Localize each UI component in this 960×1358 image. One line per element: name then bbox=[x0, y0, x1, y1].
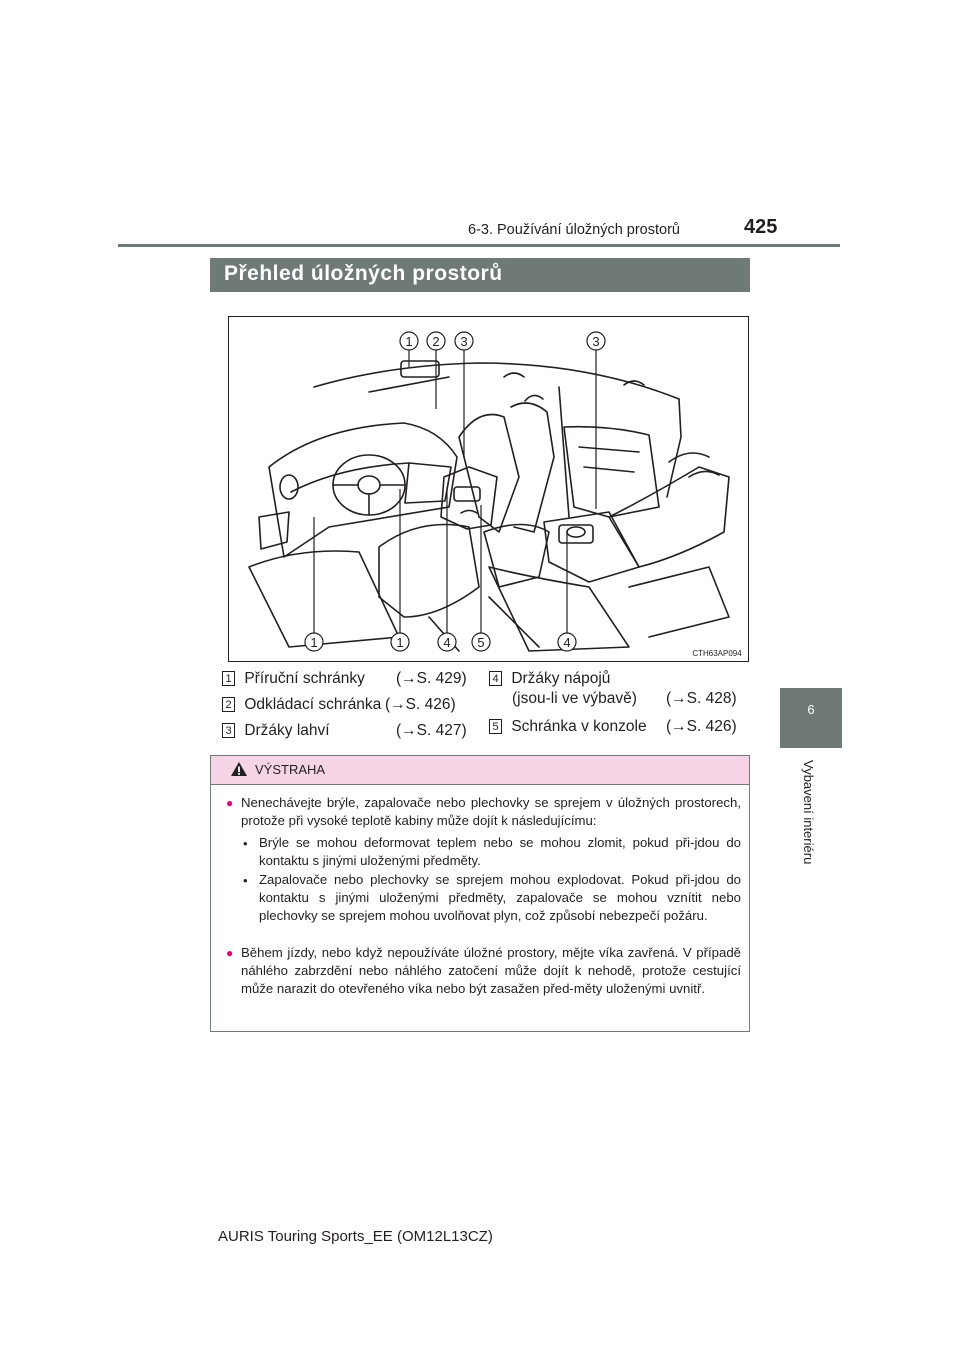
figure-code: CTH63AP094 bbox=[692, 649, 742, 658]
warning-subitem-1: Brýle se mohou deformovat teplem nebo se mohou zlomit, pokud při-jdou do kontaktu s jinými uloženými předměty. bbox=[259, 835, 741, 868]
page-number: 425 bbox=[744, 216, 778, 238]
warning-title: VÝSTRAHA bbox=[255, 762, 326, 777]
bullet-icon: ● bbox=[226, 946, 234, 960]
callout-4-front-label: 4 bbox=[443, 635, 451, 650]
warning-paragraph-1: Nenechávejte brýle, zapalovače nebo plechovky se sprejem v úložných prostorech, protože při vysoké teplotě kabiny může dojít k následujícímu: bbox=[241, 795, 741, 828]
legend-ref-4: (→S. 428) bbox=[666, 690, 737, 707]
chapter-tab bbox=[780, 688, 842, 748]
callout-3-rear-label: 3 bbox=[592, 334, 600, 349]
sub-bullet-1: • bbox=[243, 836, 248, 851]
chapter-number: 6 bbox=[807, 702, 815, 717]
page-heading: Přehled úložných prostorů bbox=[210, 258, 750, 292]
callout-4-rear-label: 4 bbox=[563, 635, 571, 650]
bullet-icon: ● bbox=[226, 796, 234, 810]
sub-bullet-2: • bbox=[243, 873, 248, 888]
legend-item-5: 5 Schránka v konzole bbox=[489, 718, 647, 736]
warning-triangle-icon bbox=[230, 761, 248, 777]
callout-1-center-label: 1 bbox=[396, 635, 404, 650]
legend-item-1: 1 Příruční schránky bbox=[222, 670, 365, 688]
footer-model: AURIS Touring Sports_EE (OM12L13CZ) bbox=[218, 1228, 493, 1245]
warning-subitem-2: Zapalovače nebo plechovky se sprejem mohou explodovat. Pokud při-jdou do kontaktu s jinými uloženými předměty, zapalovače se mohou vznítit nebo plechovky se sprejem mohou uvolňovat plyn, což způsobí nebezpečí požáru. bbox=[259, 872, 741, 923]
car-interior-drawing bbox=[229, 317, 748, 661]
callout-5-label: 5 bbox=[477, 635, 485, 650]
legend-ref-1: (→S. 429) bbox=[396, 670, 467, 687]
section-title: 6-3. Používání úložných prostorů bbox=[468, 222, 680, 238]
callout-1-left-label: 1 bbox=[310, 635, 318, 650]
legend-item-3: 3 Držáky lahví bbox=[222, 722, 330, 740]
callout-2-label: 2 bbox=[432, 334, 440, 349]
header-rule bbox=[118, 244, 840, 247]
legend-ref-3: (→S. 427) bbox=[396, 722, 467, 739]
callout-1-top-label: 1 bbox=[405, 334, 413, 349]
warning-paragraph-2: Během jízdy, nebo když nepoužíváte úložné prostory, mějte víka zavřená. V případě náhlého zabrzdění nebo náhlého zatočení může dojít k nehodě, protože cestující může narazit do otevřeného víka nebo být zasažen před-měty uloženými uvnitř. bbox=[241, 945, 741, 996]
legend-item-4: 4 Držáky nápojů bbox=[489, 670, 610, 688]
legend-ref-2: (→S. 426) bbox=[385, 696, 456, 713]
warning-box bbox=[210, 755, 750, 1032]
chapter-label: Vybavení interiéru bbox=[801, 760, 816, 865]
legend-item-4-note: (jsou-li ve výbavě) bbox=[512, 690, 637, 707]
warning-header bbox=[211, 756, 749, 785]
callout-3-front-label: 3 bbox=[460, 334, 468, 349]
interior-illustration bbox=[228, 316, 749, 662]
legend-ref-5: (→S. 426) bbox=[666, 718, 737, 735]
legend-item-2: 2 Odkládací schránka bbox=[222, 696, 381, 714]
